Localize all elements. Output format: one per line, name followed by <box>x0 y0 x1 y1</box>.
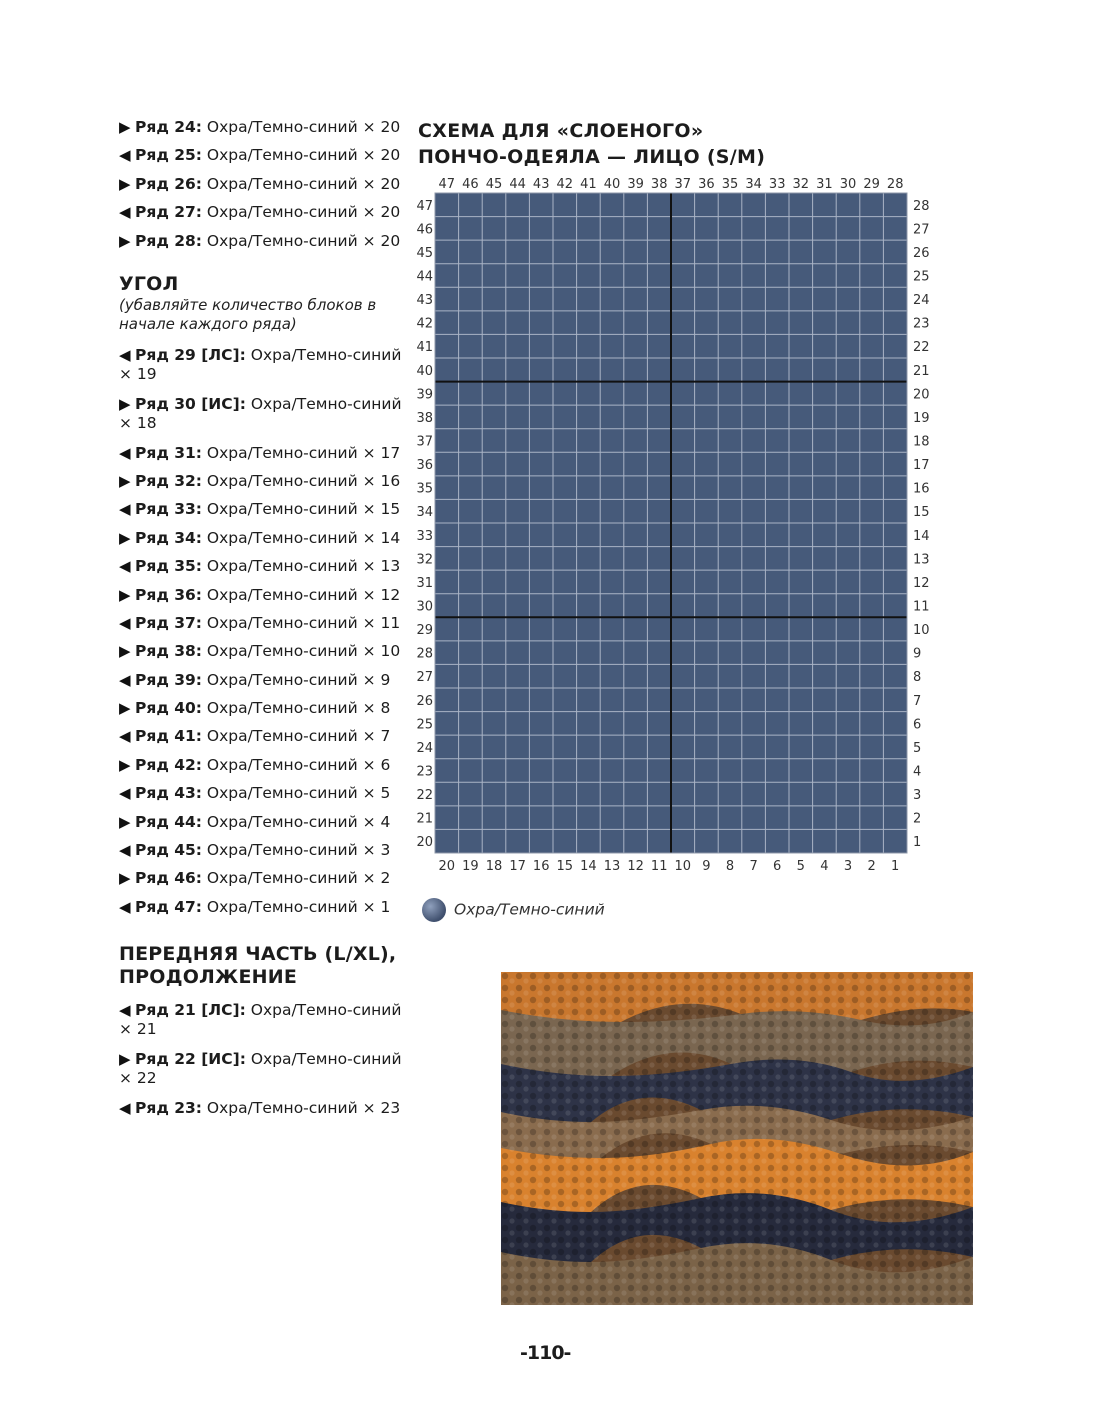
tick-label-top: 38 <box>650 177 668 192</box>
crochet-photo <box>501 972 973 1305</box>
tick-label-right: 24 <box>913 293 930 309</box>
tick-label-right: 19 <box>913 410 930 426</box>
tick-label-bottom: 19 <box>462 859 479 874</box>
row-label: Ряд 23: <box>135 1098 202 1117</box>
arrow-right-icon: ▶ <box>119 642 131 661</box>
yarn-ball-icon <box>422 898 446 922</box>
tick-label-left: 27 <box>416 670 433 686</box>
instruction-row <box>119 1099 404 1118</box>
tick-label-right: 4 <box>913 764 922 780</box>
tick-label-top: 44 <box>509 177 526 192</box>
row-label: Ряд 31: <box>135 443 202 462</box>
row-label: Ряд 29 [ЛС]: <box>135 345 246 364</box>
tick-label-right: 25 <box>913 269 930 285</box>
arrow-right-icon: ▶ <box>119 174 131 193</box>
row-text: Охра/Темно-синий × 3 <box>202 841 391 860</box>
row-text: Охра/Темно-синий × 20 <box>202 174 401 193</box>
tick-label-right: 3 <box>913 788 922 804</box>
row-label: Ряд 30 [ИС]: <box>135 394 246 413</box>
row-label: Ряд 43: <box>135 784 202 803</box>
row-label: Ряд 35: <box>135 557 202 576</box>
row-text: Охра/Темно-синий × 7 <box>202 727 391 746</box>
tick-label-left: 25 <box>416 717 433 733</box>
tick-label-right: 2 <box>913 811 922 827</box>
tick-label-left: 34 <box>416 505 433 521</box>
tick-label-right: 18 <box>913 434 930 450</box>
tick-label-left: 44 <box>416 269 433 285</box>
tick-label-bottom: 11 <box>650 859 668 874</box>
tick-label-bottom: 4 <box>820 859 829 874</box>
tick-label-left: 20 <box>416 835 433 851</box>
row-label: Ряд 21 [ЛС]: <box>135 1000 246 1019</box>
arrow-right-icon: ▶ <box>119 528 131 547</box>
tick-label-top: 39 <box>627 177 644 192</box>
tick-label-right: 23 <box>913 316 930 332</box>
legend-label: Охра/Темно-синий <box>454 900 605 919</box>
tick-label-top: 37 <box>674 177 692 192</box>
corner-title: УГОЛ <box>119 272 179 295</box>
row-label: Ряд 38: <box>135 642 202 661</box>
row-text: Охра/Темно-синий × 20 <box>202 231 401 250</box>
arrow-right-icon: ▶ <box>119 755 131 774</box>
tick-label-right: 21 <box>913 363 930 379</box>
tick-label-bottom: 5 <box>796 859 805 874</box>
tick-label-right: 20 <box>913 387 930 403</box>
row-text: Охра/Темно-синий × 17 <box>202 443 401 462</box>
row-text: Охра/Темно-синий × 14 <box>202 528 401 547</box>
row-text: Охра/Темно-синий × 23 <box>202 1098 401 1117</box>
arrow-left-icon: ◀ <box>119 557 131 576</box>
tick-label-bottom: 20 <box>438 859 456 874</box>
tick-label-bottom: 6 <box>773 859 782 874</box>
arrow-left-icon: ◀ <box>119 1000 131 1019</box>
row-label: Ряд 36: <box>135 585 202 604</box>
arrow-left-icon: ◀ <box>119 345 131 364</box>
tick-label-right: 10 <box>913 623 930 639</box>
tick-label-bottom: 18 <box>485 859 503 874</box>
tick-label-bottom: 2 <box>867 859 876 874</box>
tick-label-left: 42 <box>416 316 433 332</box>
tick-label-right: 13 <box>913 552 930 568</box>
arrow-left-icon: ◀ <box>119 203 131 222</box>
row-text: Охра/Темно-синий × 22 <box>119 1049 402 1087</box>
row-text: Охра/Темно-синий × 1 <box>202 897 391 916</box>
row-text: Охра/Темно-синий × 18 <box>119 394 402 432</box>
tick-label-bottom: 15 <box>556 859 574 874</box>
tick-label-left: 30 <box>416 599 433 615</box>
row-label: Ряд 27: <box>135 203 202 222</box>
arrow-left-icon: ◀ <box>119 784 131 803</box>
row-label: Ряд 25: <box>135 146 202 165</box>
tick-label-left: 23 <box>416 764 433 780</box>
tick-label-right: 22 <box>913 340 930 356</box>
tick-label-top: 29 <box>863 177 880 192</box>
row-text: Охра/Темно-синий × 20 <box>202 146 401 165</box>
row-text: Охра/Темно-синий × 15 <box>202 500 401 519</box>
tick-label-left: 31 <box>416 575 433 591</box>
tick-label-bottom: 12 <box>627 859 644 874</box>
tick-label-left: 36 <box>416 458 433 474</box>
row-text: Охра/Темно-синий × 13 <box>202 557 401 576</box>
tick-label-top: 46 <box>462 177 479 192</box>
tick-label-bottom: 13 <box>603 859 621 874</box>
tick-label-left: 35 <box>416 481 433 497</box>
row-label: Ряд 34: <box>135 528 202 547</box>
tick-label-left: 47 <box>416 198 433 214</box>
arrow-left-icon: ◀ <box>119 727 131 746</box>
tick-label-bottom: 17 <box>509 859 526 874</box>
tick-label-left: 24 <box>416 740 433 756</box>
row-text: Охра/Темно-синий × 12 <box>202 585 401 604</box>
front-title-line2: ПРОДОЛЖЕНИЕ <box>119 965 298 988</box>
arrow-right-icon: ▶ <box>119 394 131 413</box>
tick-label-left: 28 <box>416 646 433 662</box>
tick-label-right: 6 <box>913 717 922 733</box>
tick-label-left: 39 <box>416 387 433 403</box>
tick-label-top: 47 <box>438 177 456 192</box>
row-label: Ряд 45: <box>135 841 202 860</box>
row-label: Ряд 44: <box>135 812 202 831</box>
tick-label-bottom: 16 <box>532 859 550 874</box>
tick-label-right: 15 <box>913 505 930 521</box>
tick-label-left: 46 <box>416 222 433 238</box>
tick-label-top: 36 <box>698 177 715 192</box>
arrow-left-icon: ◀ <box>119 841 131 860</box>
tick-label-right: 1 <box>913 835 922 851</box>
tick-label-bottom: 10 <box>674 859 692 874</box>
tick-label-top: 33 <box>768 177 786 192</box>
arrow-right-icon: ▶ <box>119 812 131 831</box>
tick-label-right: 12 <box>913 575 930 591</box>
chart-title-line1: СХЕМА ДЛЯ «СЛОЕНОГО» <box>418 120 704 142</box>
row-label: Ряд 41: <box>135 727 202 746</box>
arrow-right-icon: ▶ <box>119 471 131 490</box>
arrow-right-icon: ▶ <box>119 231 131 250</box>
tick-label-right: 7 <box>913 693 922 709</box>
chart-title-line2: ПОНЧО-ОДЕЯЛА — ЛИЦО (S/M) <box>418 146 766 168</box>
arrow-right-icon: ▶ <box>119 585 131 604</box>
row-text: Охра/Темно-синий × 21 <box>119 1000 402 1038</box>
tick-label-right: 5 <box>913 740 922 756</box>
row-label: Ряд 42: <box>135 755 202 774</box>
tick-label-top: 42 <box>556 177 574 192</box>
tick-label-left: 37 <box>416 434 433 450</box>
tick-label-left: 45 <box>416 245 433 261</box>
tick-label-top: 35 <box>721 177 739 192</box>
tick-label-bottom: 1 <box>891 859 900 874</box>
row-label: Ряд 40: <box>135 699 202 718</box>
tick-label-right: 9 <box>913 646 922 662</box>
front-section <box>119 943 404 989</box>
row-text: Охра/Темно-синий × 20 <box>202 118 401 136</box>
tick-label-top: 32 <box>792 177 810 192</box>
row-text: Охра/Темно-синий × 6 <box>202 755 391 774</box>
tick-label-left: 33 <box>416 528 433 544</box>
row-text: Охра/Темно-синий × 2 <box>202 869 391 888</box>
row-label: Ряд 33: <box>135 500 202 519</box>
front-title-line1: ПЕРЕДНЯЯ ЧАСТЬ (L/XL), <box>119 942 397 965</box>
row-label: Ряд 28: <box>135 231 202 250</box>
tick-label-top: 31 <box>816 177 833 192</box>
tick-label-left: 26 <box>416 693 433 709</box>
tick-label-left: 40 <box>416 363 433 379</box>
arrow-left-icon: ◀ <box>119 1098 131 1117</box>
row-label: Ряд 24: <box>135 118 202 136</box>
row-text: Охра/Темно-синий × 16 <box>202 471 401 490</box>
arrow-right-icon: ▶ <box>119 118 131 136</box>
tick-label-left: 41 <box>416 340 433 356</box>
tick-label-left: 38 <box>416 410 433 426</box>
row-text: Охра/Темно-синий × 8 <box>202 699 391 718</box>
tick-label-right: 28 <box>913 198 930 214</box>
chart-legend <box>422 898 605 922</box>
row-label: Ряд 26: <box>135 174 202 193</box>
arrow-left-icon: ◀ <box>119 146 131 165</box>
row-text: Охра/Темно-синий × 19 <box>119 345 402 383</box>
row-text: Охра/Темно-синий × 11 <box>202 613 401 632</box>
tick-label-bottom: 8 <box>725 859 735 874</box>
row-label: Ряд 47: <box>135 897 202 916</box>
tick-label-right: 16 <box>913 481 930 497</box>
tick-label-left: 22 <box>416 788 433 804</box>
row-text: Охра/Темно-синий × 4 <box>202 812 391 831</box>
page-number: -110- <box>520 1342 571 1364</box>
tick-label-right: 26 <box>913 245 930 261</box>
rows-list-front <box>119 1001 404 1118</box>
row-label: Ряд 37: <box>135 613 202 632</box>
tick-label-right: 11 <box>913 599 930 615</box>
row-text: Охра/Темно-синий × 20 <box>202 203 401 222</box>
tick-label-top: 45 <box>485 177 503 192</box>
tick-label-top: 28 <box>886 177 904 192</box>
tick-label-bottom: 9 <box>702 859 711 874</box>
tick-label-top: 40 <box>603 177 621 192</box>
tick-label-top: 41 <box>580 177 597 192</box>
arrow-left-icon: ◀ <box>119 613 131 632</box>
arrow-right-icon: ▶ <box>119 699 131 718</box>
arrow-left-icon: ◀ <box>119 500 131 519</box>
row-label: Ряд 46: <box>135 869 202 888</box>
tick-label-bottom: 7 <box>749 859 758 874</box>
tick-label-left: 32 <box>416 552 433 568</box>
arrow-left-icon: ◀ <box>119 670 131 689</box>
tick-label-right: 17 <box>913 458 930 474</box>
arrow-right-icon: ▶ <box>119 869 131 888</box>
row-text: Охра/Темно-синий × 5 <box>202 784 391 803</box>
tick-label-left: 43 <box>416 293 433 309</box>
row-label: Ряд 22 [ИС]: <box>135 1049 246 1068</box>
tick-label-bottom: 3 <box>843 859 853 874</box>
arrow-right-icon: ▶ <box>119 1049 131 1068</box>
tick-label-top: 43 <box>532 177 550 192</box>
row-text: Охра/Темно-синий × 10 <box>202 642 401 661</box>
instruction-row <box>119 898 404 917</box>
tick-label-right: 14 <box>913 528 930 544</box>
arrow-left-icon: ◀ <box>119 443 131 462</box>
arrow-left-icon: ◀ <box>119 897 131 916</box>
tick-label-left: 21 <box>416 811 433 827</box>
tick-label-bottom: 14 <box>580 859 597 874</box>
row-label: Ряд 32: <box>135 471 202 490</box>
tick-label-top: 34 <box>745 177 762 192</box>
tick-label-top: 30 <box>839 177 857 192</box>
instruction-row <box>119 1050 404 1088</box>
row-label: Ряд 39: <box>135 670 202 689</box>
tick-label-left: 29 <box>416 623 433 639</box>
instruction-row <box>119 1001 404 1039</box>
corner-note: (убавляйте количество блоков в начале каждого ряда) <box>119 295 377 333</box>
tick-label-right: 8 <box>913 670 922 686</box>
tick-label-right: 27 <box>913 222 930 238</box>
row-text: Охра/Темно-синий × 9 <box>202 670 391 689</box>
